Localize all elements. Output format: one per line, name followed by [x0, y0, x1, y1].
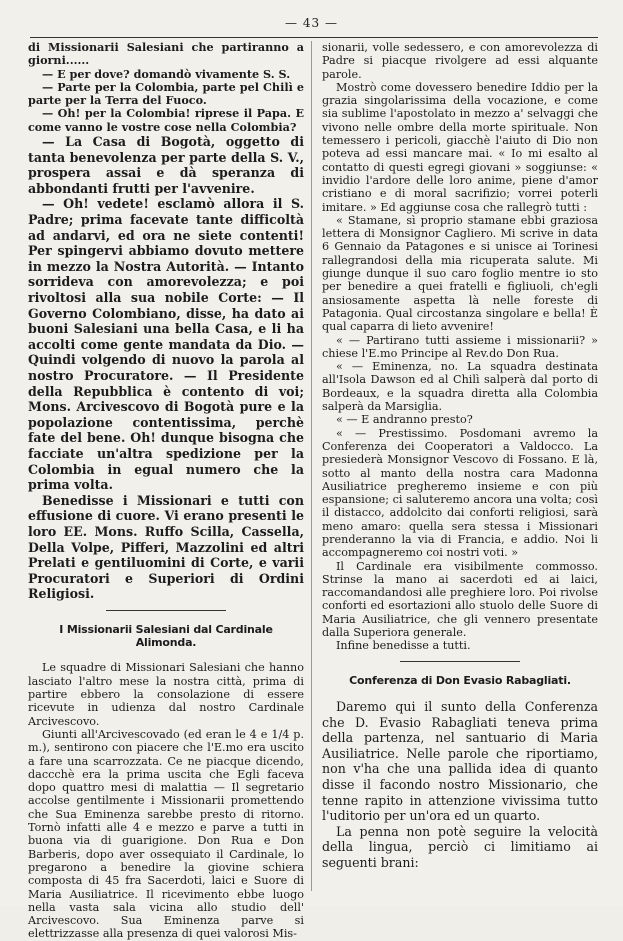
section-title-alimonda: I Missionarii Salesiani dal Cardinale Alimonda. [59, 622, 273, 650]
right-section-paragraph: Daremo qui il sunto della Conferenza che D. Evasio Rabagliati teneva prima della partenza, nel santuario di Maria Ausiliatrice. Nelle parole che riportiamo, non v'ha che una pallida idea di quanto disse il facondo nostro Missionario, che tenne rapito in attenzione vivissima tutto l'uditorio per un'ora ed un quarto. [322, 698, 598, 824]
right-paragraph: « — Partirano tutti assieme i missionarii? » chiese l'E.mo Principe al Rev.do Don Rua. [322, 333, 598, 360]
left-column [28, 41, 304, 941]
right-paragraph: « Stamane, sì proprio stamane ebbi graziosa lettera di Monsignor Cagliero. Mi scrive in data 6 Gennaio da Patagones e si unisce ai Torinesi rallegrandosi della mia ricuperata salute. Mi giunge dunque il suo caro foglio mentre io sto per benedire a quei fratelli e figliuoli, ch'egli ansiosamente aspetta là nelle foreste di Patagonia. Qual circostanza singolare e bella! È qual caparra di lieto avvenire! [322, 213, 598, 334]
right-section-paragraph: La penna non potè seguire la velocità della lingua, perciò ci limitiamo ai seguenti brani: [322, 823, 598, 870]
left-intro-paragraph: — Parte per la Colombia, parte pel Chilì e parte per la Terra del Fuoco. [28, 79, 304, 108]
column-divider [311, 41, 312, 891]
section-divider [106, 610, 226, 611]
left-intro-paragraph: di Missionarii Salesiani che partiranno a giorni...... [28, 40, 304, 68]
left-intro-paragraph: Benedisse i Missionari e tutti con effusione di cuore. Vi erano presenti le loro EE. Mons. Ruffo Scilla, Cassella, Della Volpe, Pifferi, Mazzolini ed altri Prelati e gentiluomini di Corte, e varii Procuratori e Superiori di Ordini Religiosi. [28, 492, 304, 602]
section-title-rabagliati: Conferenza di Don Evasio Rabagliati. [349, 673, 571, 687]
right-paragraph: Il Cardinale era visibilmente commosso. Strinse la mano ai sacerdoti ed ai laici, raccomandandosi alle preghiere loro. Poi rivolse conforti ed esortazioni allo stuolo delle Suore di Maria Ausiliatrice, che gli vennero presentate dalla Superiora generale. [322, 559, 598, 640]
right-paragraph: « — Prestissimo. Posdomani avremo la Conferenza dei Cooperatori a Valdocco. La presiederà Monsignor Vescovo di Fossano. E là, sotto al manto della nostra cara Madonna Ausiliatrice pregheremo insieme e con più espansione; ci saluteremo ancora una volta; così il distacco, addolcito dai conforti religiosi, sarà meno amaro: quella sera stessa i Missionari prenderanno la via di Francia, e addio. Noi li accompagneremo coi nostri voti. » [322, 426, 598, 560]
right-paragraph: Mostrò come dovessero benedire Iddio per la grazia singolarissima della vocazione, e come sia sublime l'apostolato in mezzo a' selvaggi che vivono nelle ombre della morte spirituale. Non temessero i pericoli, giacchè l'aiuto di Dio non poteva ad essi mancare mai. « Io mi esalto al contatto di questi egregi giovani » soggiunse: « invidio l'ardore delle loro anime, piene d'amor cristiano e di moral sacrifizio; vorrei poterli imitare. » Ed aggiunse cosa che rallegrò tutti : [322, 80, 598, 214]
right-paragraph: « — Eminenza, no. La squadra destinata all'Isola Dawson ed al Chilì salperà dal porto di Bordeaux, e la squadra diretta alla Colombia salperà da Marsiglia. [322, 360, 598, 414]
right-column [322, 41, 598, 870]
left-intro-paragraph: — E per dove? domandò vivamente S. S. [42, 66, 291, 81]
left-intro-paragraph: — La Casa di Bogotà, oggetto di tanta benevolenza per parte della S. V., prospera assai e dà speranza di abbondanti frutti per l'avvenire. [28, 134, 304, 196]
right-paragraph: sionarii, volle sedessero, e con amorevolezza di Padre si piacque rivolgere ad essi alquante parole. [322, 41, 598, 81]
right-paragraph: « — E andranno presto? [336, 413, 473, 427]
left-intro-paragraph: — Oh! vedete! esclamò allora il S. Padre; prima facevate tante difficoltà ad andarvi, ed ora ne siete contenti! Per spingervi abbiamo dovuto mettere in mezzo la Nostra Autorità. — Intanto sorrideva con amorevolezza; e poi rivoltosi alla sua nobile Corte: — Il Governo Colombiano, disse, ha dato ai buoni Salesiani una bella Casa, e li ha accolti come gente mandata da Dio. — Quindi volgendo di nuovo la parola al nostro Procuratore. — Il Presidente della Repubblica è contento di voi; Mons. Arcivescovo di Bogotà pure e la popolazione contentissima, perchè fate del bene. Oh! dunque bisogna che facciate un'altra spedizione per la Colombia in egual numero che la prima volta. [28, 196, 304, 493]
left-section-paragraph: Giunti all'Arcivescovado (ed eran le 4 e 1/4 p. m.), sentirono con piacere che l'E.mo era uscito a fare una scarrozzata. Ce ne piacque dicendo, daccchè era la prima uscita che Egli faceva dopo quattro mesi di malattia — Il segretario accolse gentilmente i Missionarii promettendo che Sua Eminenza sarebbe presto di ritorno. Tornò infatti alle 4 e mezzo e parve a tutti in buona via di guarigione. Don Rua e Don Barberis, dopo aver ossequiato il Cardinale, lo pregarono a benedire la giovine schiera composta di 45 fra Sacerdoti, laici e Suore di Maria Ausiliatrice. Il ricevimento ebbe luogo nella vasta sala vicina allo studio dell' Arcivescovo. Sua Eminenza parve si elettrizzasse alla presenza di quei valorosi Mis- [28, 727, 304, 941]
right-paragraph: Infine benedisse a tutti. [336, 639, 471, 653]
section-divider [400, 661, 520, 662]
page-number: — 43 — [285, 16, 338, 30]
left-intro-paragraph: — Oh! per la Colombia! riprese il Papa. E come vanno le vostre cose nella Colombia? [28, 106, 304, 134]
header-rule [30, 37, 598, 38]
left-section-paragraph: Le squadre di Missionari Salesiani che hanno lasciato l'altro mese la nostra città, prima di partire ebbero la consolazione di essere ricevute in udienza dal nostro Cardinale Arcivescovo. [28, 661, 304, 728]
